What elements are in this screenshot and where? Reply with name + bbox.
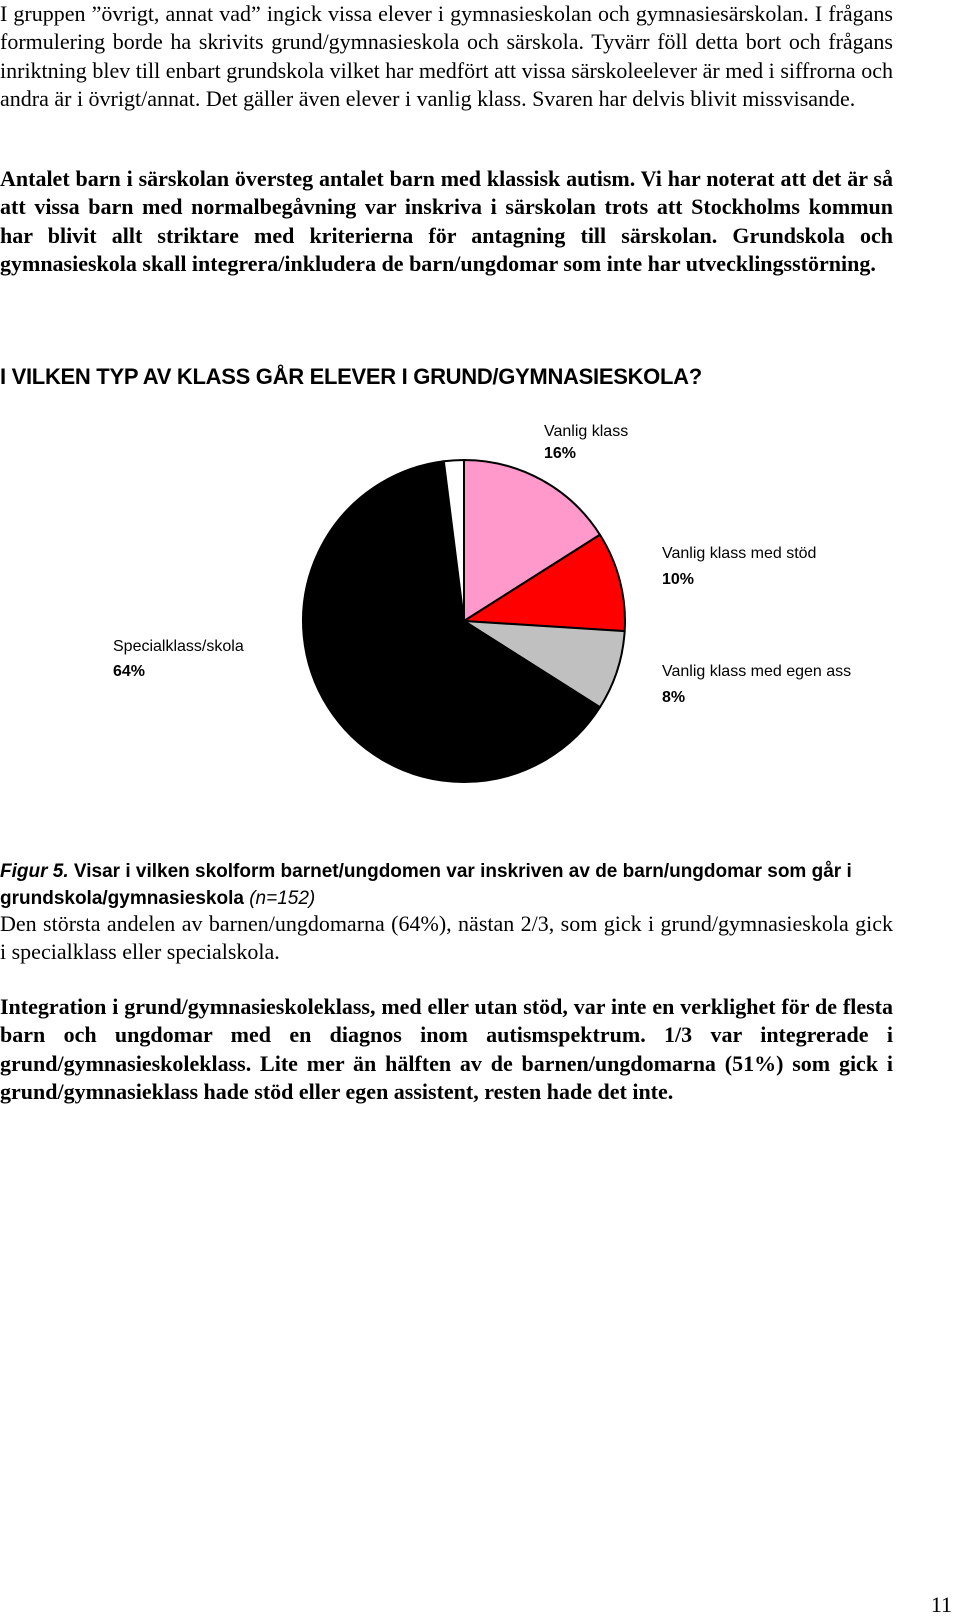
autism-paragraph: Antalet barn i särskolan översteg antalet barn med klassisk autism. Vi har noterat att det är så att vissa barn med normalbegåvning var inskriva i särskolan trots att Stockholms kommun har blivit allt striktare med kriterierna för antagning till särskolan. Grundskola och gymnasieskola skall integrera/inkludera de barn/ungdomar som inte har utvecklingsstörning. <box>0 166 893 276</box>
label-vanlig-klass-med-stod: Vanlig klass med stöd <box>662 545 817 562</box>
figure-description: Visar i vilken skolform barnet/ungdomen var inskriven av de barn/ungdomar som går i grundskola/gymnasieskola <box>0 861 852 909</box>
page-number: 11 <box>930 1592 952 1617</box>
value-vanlig-klass-med-stod: 10% <box>662 571 695 588</box>
label-vanlig-klass: Vanlig klass <box>544 423 629 440</box>
section-heading: I VILKEN TYP AV KLASS GÅR ELEVER I GRUND/GYMNASIESKOLA? <box>0 364 702 389</box>
figure-label: Figur 5. <box>0 861 69 882</box>
value-vanlig-klass: 16% <box>544 445 577 462</box>
pie-chart <box>0 420 960 820</box>
figure-sample-size: (n=152) <box>249 888 316 909</box>
value-specialklass: 64% <box>113 663 146 680</box>
value-vanlig-klass-med-egen-ass: 8% <box>662 689 686 706</box>
intro-paragraph: I gruppen ”övrigt, annat vad” ingick vissa elever i gymnasieskolan och gymnasiesärskolan. I frågans formulering borde ha skrivits grund/gymnasieskola och särskola. Tyvärr föll detta bort och frågans inriktning blev till enbart grundskola vilket har medfört att vissa särskoleelever är med i siffrorna och andra är i övrigt/annat. Det gäller även elever i vanlig klass. Svaren har delvis blivit missvisande. <box>0 1 893 111</box>
label-vanlig-klass-med-egen-ass: Vanlig klass med egen ass <box>662 663 852 680</box>
largest-share-paragraph: Den största andelen av barnen/ungdomarna (64%), nästan 2/3, som gick i grund/gymnasieskola gick i specialklass eller specialskola. <box>0 911 893 965</box>
integration-paragraph: Integration i grund/gymnasieskoleklass, med eller utan stöd, var inte en verklighet för de flesta barn och ungdomar med en diagnos inom autismspektrum. 1/3 var integrerade i grund/gymnasieskoleklass. Lite mer än hälften av de barnen/ungdomarna (51%) som gick i grund/gymnasieklass hade stöd eller egen assistent, resten hade det inte. <box>0 994 893 1104</box>
figure-caption <box>0 858 893 912</box>
label-specialklass: Specialklass/skola <box>113 638 244 655</box>
